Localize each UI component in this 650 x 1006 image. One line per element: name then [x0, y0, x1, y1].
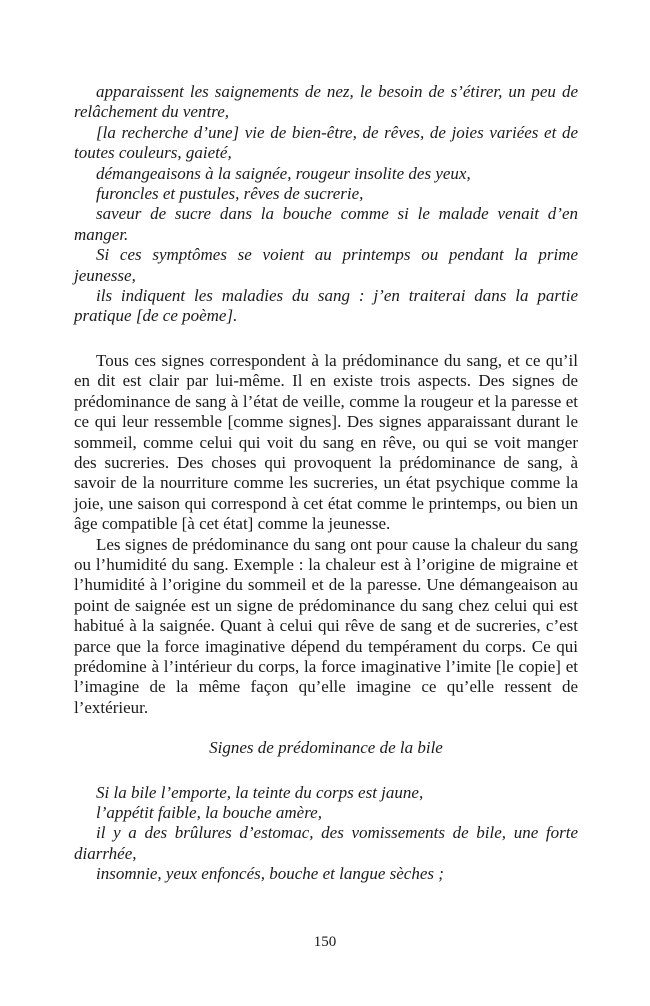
commentary-paragraph: Tous ces signes correspondent à la prédominance du sang, et ce qu’il en dit est clair par lui-même. Il en existe trois aspects. Des signes de prédominance de sang à l’état de veille, comme la rougeur et la paresse et ce qui leur ressemble [comme signes]. Des signes apparaissant durant le sommeil, comme celui qui voit du sang en rêve, ou qui se voit manger des sucreries. Des choses qui provoquent la prédominance de sang, à savoir de la nourriture comme les sucreries, un état psychique comme la joie, une saison qui correspond à cet état comme le printemps, ou bien un âge compatible [à cet état] comme la jeunesse.	[74, 350, 578, 534]
verse-line: Si ces symptômes se voient au printemps ou pendant la prime jeunesse,	[74, 245, 578, 285]
page-text	[74, 82, 578, 885]
section-heading: Signes de prédominance de la bile	[209, 738, 443, 758]
verse-line: saveur de sucre dans la bouche comme si le malade venait d’en manger.	[74, 204, 578, 244]
spacer	[74, 327, 578, 351]
verse-line: démangeaisons à la saignée, rougeur insolite des yeux,	[96, 163, 471, 183]
verse-line: [la recherche d’une] vie de bien-être, de rêves, de joies variées et de toutes couleurs, gaieté,	[74, 122, 578, 163]
verse-line: furoncles et pustules, rêves de sucrerie,	[96, 184, 364, 204]
verse-line: Si la bile l’emporte, la teinte du corps est jaune,	[96, 782, 424, 802]
page-number: 150	[313, 934, 337, 950]
commentary-paragraph: Les signes de prédominance du sang ont pour cause la chaleur du sang ou l’humidité du sang. Exemple : la chaleur est à l’origine de migraine et l’humidité à l’origine du sommeil et de la paresse. Une démangeaison au point de saignée est un signe de prédominance du sang chez celui qui est habitué à la saignée. Quant à celui qui rêve de sang et de sucreries, c’est parce que la force imaginative dépend du tempérament du corps. Ce qui prédomine à l’intérieur du corps, la force imaginative l’imite [le copie] et l’imagine de la même façon qu’elle imagine ce qu’elle ressent de l’extérieur.	[74, 534, 578, 717]
verse-line: il y a des brûlures d’estomac, des vomissements de bile, une forte diarrhée,	[74, 823, 578, 863]
spacer	[74, 759, 578, 783]
verse-line: apparaissent les saignements de nez, le besoin de s’étirer, un peu de relâchement du ventre,	[74, 82, 578, 122]
verse-line: l’appétit faible, la bouche amère,	[96, 803, 322, 822]
verse-line: insomnie, yeux enfoncés, bouche et langue sèches ;	[96, 864, 444, 884]
verse-line: ils indiquent les maladies du sang : j’en traiterai dans la partie pratique [de ce poème].	[74, 286, 578, 326]
spacer	[74, 718, 578, 738]
